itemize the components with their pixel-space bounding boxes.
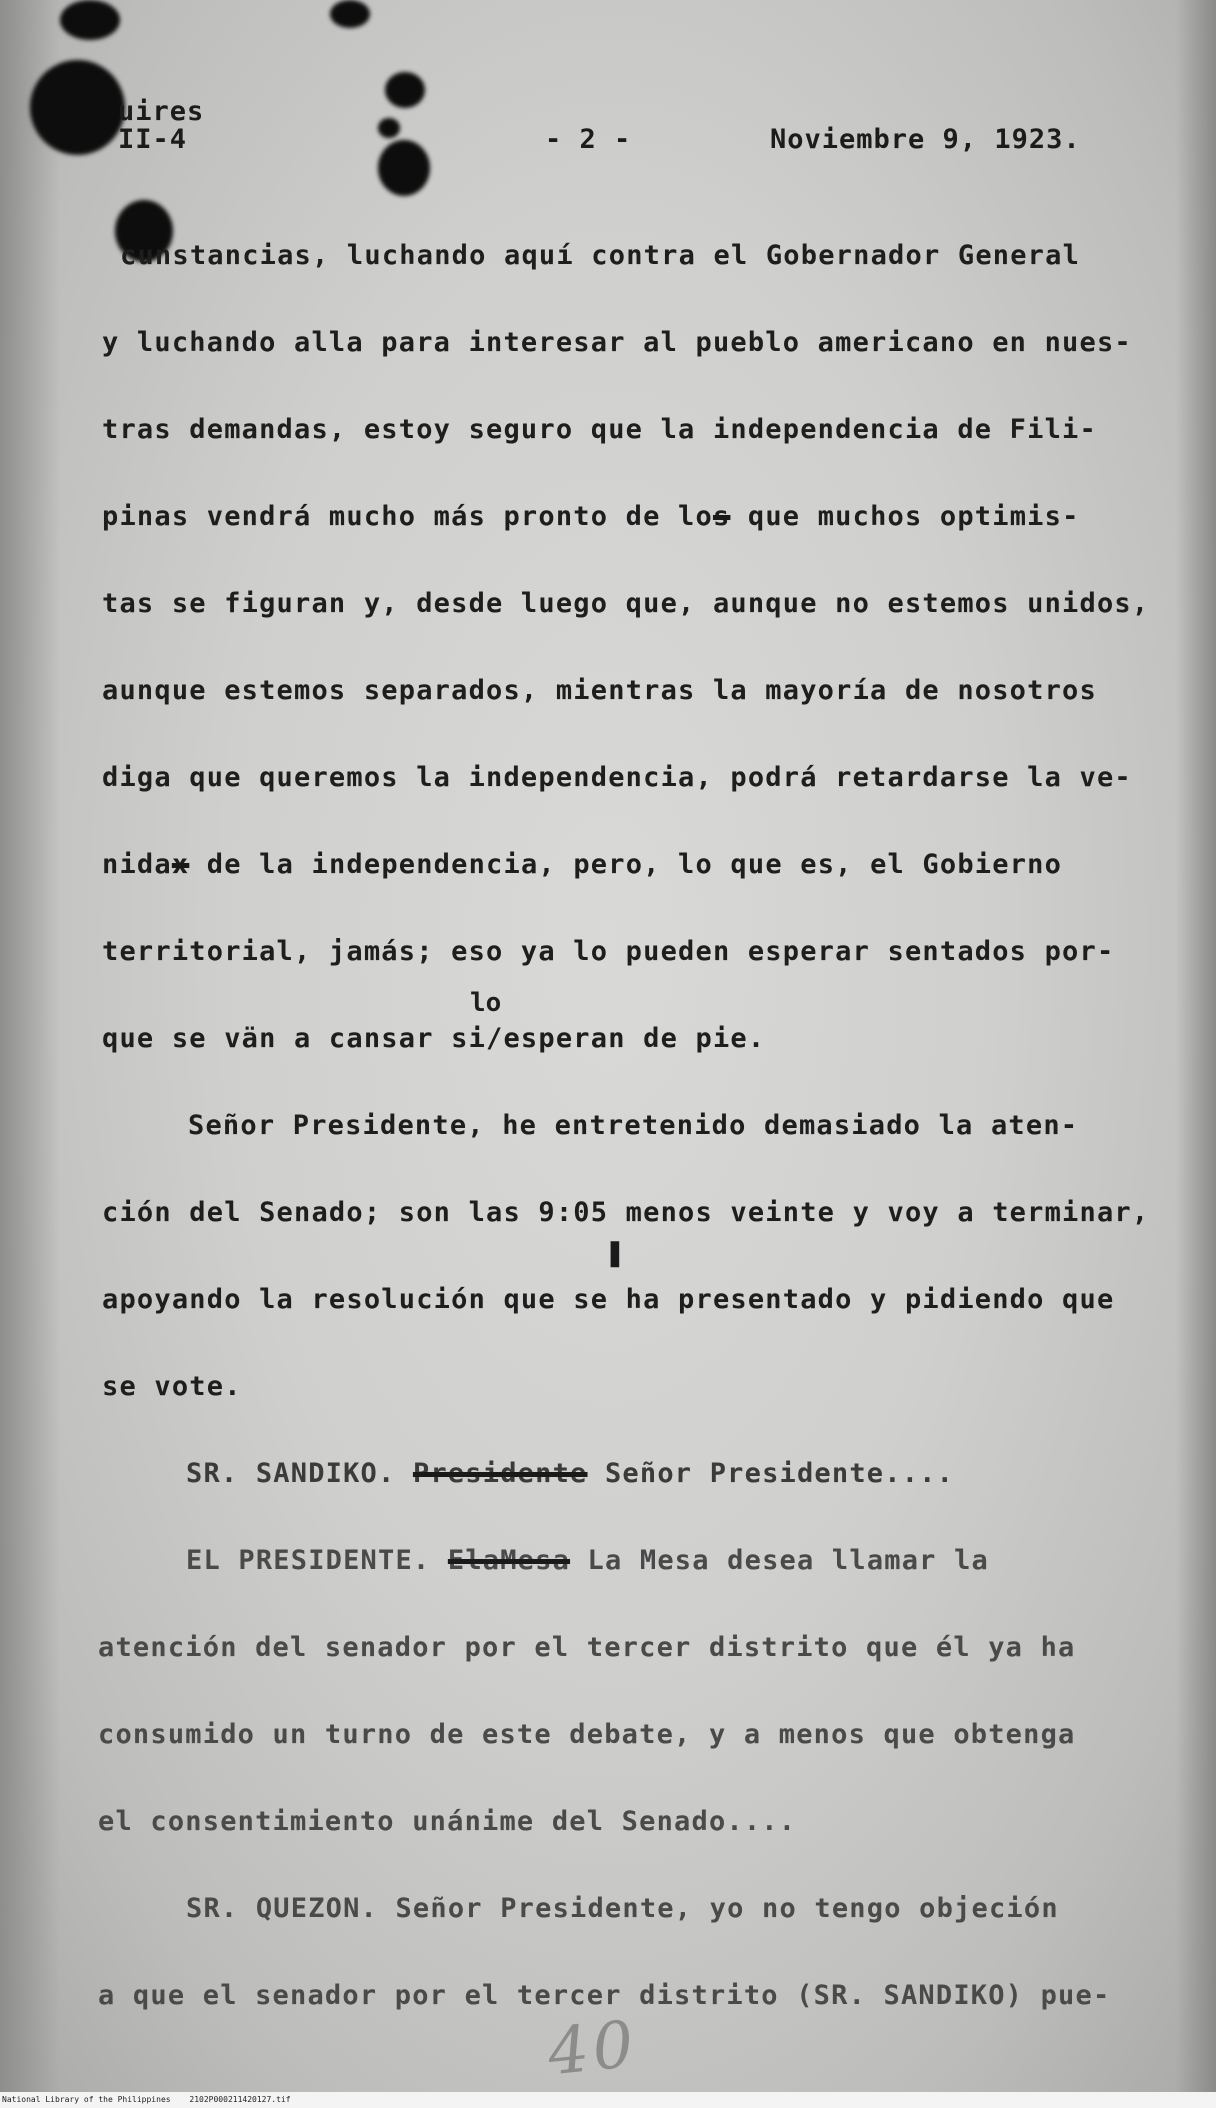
footer-library: National Library of the Philippines: [2, 2095, 171, 2104]
text-line: y luchando alla para interesar al pueblo americano en nues-: [102, 327, 1132, 358]
text-line: consumido un turno de este debate, y a menos que obtenga: [98, 1719, 1076, 1750]
text-segment: nida: [102, 849, 172, 880]
ink-blot: [385, 72, 425, 108]
ink-blot: [378, 118, 400, 138]
handwritten-page-number: 40: [544, 2007, 642, 2091]
text-line: a que el senador por el tercer distrito (SR. SANDIKO) pue-: [98, 1980, 1111, 2011]
text-line: tras demandas, estoy seguro que la independencia de Fili-: [102, 414, 1097, 445]
text-segment: La Mesa desea llamar la: [587, 1545, 990, 1576]
text-segment: que muchos optimis-: [747, 501, 1080, 532]
interlinear-insertion: lo: [470, 988, 502, 1018]
text-line: se vote.: [102, 1371, 242, 1402]
text-line: cunstancias, luchando aquí contra el Gobernador General: [120, 240, 1081, 271]
text-line: ción del Senado; son las 9:05 menos veinte y voy a terminar,: [102, 1197, 1150, 1228]
ink-blot: [330, 0, 370, 28]
text-line: [102, 501, 1080, 532]
speaker-name: EL PRESIDENTE.: [186, 1545, 431, 1576]
text-line: diga que queremos la independencia, podrá retardarse la ve-: [102, 762, 1132, 793]
struck-text: Presidente: [412, 1458, 588, 1489]
header-ref-2: II-4: [118, 124, 188, 155]
footer-file: 2102P000211420127.tif: [189, 2095, 291, 2104]
text-line: tas se figuran y, desde luego que, aunque no estemos unidos,: [102, 588, 1150, 619]
struck-text: ElaMesa: [447, 1545, 571, 1576]
text-line: territorial, jamás; eso ya lo pueden esperar sentados por-: [102, 936, 1115, 967]
struck-text: s: [712, 501, 731, 532]
document-date: Noviembre 9, 1923.: [770, 124, 1081, 155]
header-ref-1: uires: [118, 96, 205, 127]
text-line: atención del senador por el tercer distrito que él ya ha: [98, 1632, 1076, 1663]
speaker-line: [186, 1458, 954, 1489]
text-line: [102, 849, 1062, 880]
scan-footer: [0, 2092, 1216, 2108]
speaker-name: SR. SANDIKO.: [186, 1458, 396, 1489]
speaker-line: SR. QUEZON. Señor Presidente, yo no tengo objeción: [186, 1893, 1059, 1924]
text-line: apoyando la resolución que se ha presentado y pidiendo que: [102, 1284, 1115, 1315]
page-number: - 2 -: [545, 124, 632, 155]
text-line: aunque estemos separados, mientras la mayoría de nosotros: [102, 675, 1097, 706]
ink-blot: [378, 140, 430, 196]
ink-mark: ❚: [604, 1238, 626, 1268]
ink-blot: [30, 60, 125, 155]
text-line: el consentimiento unánime del Senado....: [98, 1806, 797, 1837]
text-line: que se vän a cansar si/esperan de pie.: [102, 1023, 766, 1054]
page-shadow-right: [1176, 0, 1216, 2092]
ink-blot: [60, 0, 120, 40]
text-segment: Señor Presidente....: [604, 1458, 955, 1489]
text-segment: de la independencia, pero, lo que es, el Gobierno: [206, 849, 1063, 880]
page-shadow-left: [0, 0, 60, 2092]
struck-text: x: [171, 849, 190, 880]
speaker-line: [186, 1545, 989, 1576]
text-line: Señor Presidente, he entretenido demasiado la aten-: [188, 1110, 1079, 1141]
text-segment: pinas vendrá mucho más pronto de lo: [102, 501, 713, 532]
